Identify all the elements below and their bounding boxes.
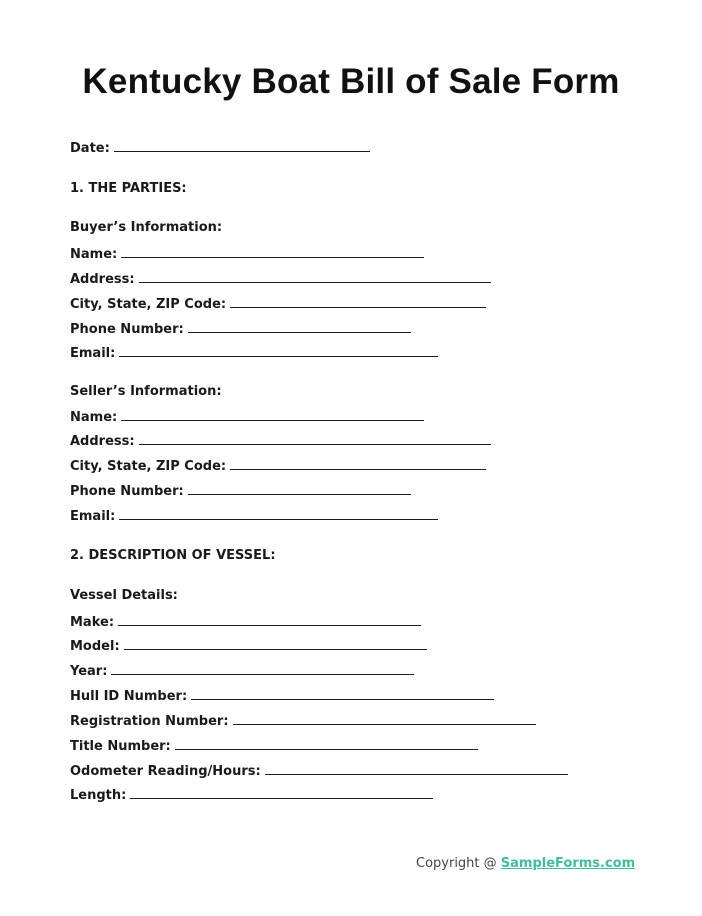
vessel-model-label: Model: <box>70 639 120 654</box>
seller-email-field[interactable] <box>119 507 438 520</box>
buyer-name-label: Name: <box>70 247 118 262</box>
buyer-name-field[interactable] <box>121 245 424 258</box>
vessel-model-field[interactable] <box>124 637 427 650</box>
buyer-email-row <box>70 344 438 362</box>
vessel-model-row <box>70 637 427 655</box>
seller-city-label: City, State, ZIP Code: <box>70 459 227 474</box>
vessel-hull-row <box>70 687 494 705</box>
vessel-year-field[interactable] <box>111 662 414 675</box>
vessel-odometer-label: Odometer Reading/Hours: <box>70 764 261 779</box>
buyer-phone-label: Phone Number: <box>70 322 184 337</box>
vessel-odometer-row <box>70 762 568 780</box>
vessel-odometer-field[interactable] <box>265 762 568 775</box>
vessel-registration-field[interactable] <box>233 712 536 725</box>
buyer-heading: Buyer’s Information: <box>70 220 223 235</box>
copyright-footer <box>416 856 635 871</box>
vessel-make-label: Make: <box>70 615 115 630</box>
seller-email-row <box>70 507 438 525</box>
buyer-email-label: Email: <box>70 346 116 361</box>
brand-link[interactable]: SampleForms.com <box>500 856 636 871</box>
buyer-address-field[interactable] <box>139 270 491 283</box>
vessel-make-field[interactable] <box>118 613 421 626</box>
vessel-title-number-label: Title Number: <box>70 739 171 754</box>
vessel-year-row <box>70 662 414 680</box>
seller-city-field[interactable] <box>230 457 486 470</box>
vessel-length-row <box>70 786 433 804</box>
seller-name-label: Name: <box>70 410 118 425</box>
buyer-name-row <box>70 245 424 263</box>
vessel-heading: Vessel Details: <box>70 588 178 603</box>
vessel-hull-label: Hull ID Number: <box>70 689 188 704</box>
buyer-phone-row <box>70 320 411 338</box>
vessel-year-label: Year: <box>70 664 108 679</box>
seller-address-field[interactable] <box>139 432 491 445</box>
seller-address-label: Address: <box>70 434 135 449</box>
vessel-title-number-row <box>70 737 478 755</box>
date-field[interactable] <box>114 139 370 152</box>
vessel-make-row <box>70 613 421 631</box>
buyer-city-label: City, State, ZIP Code: <box>70 297 227 312</box>
seller-city-row <box>70 457 486 475</box>
page-title: Kentucky Boat Bill of Sale Form <box>82 62 620 101</box>
vessel-length-field[interactable] <box>130 786 433 799</box>
seller-phone-row <box>70 482 411 500</box>
buyer-address-row <box>70 270 491 288</box>
seller-phone-label: Phone Number: <box>70 484 184 499</box>
seller-address-row <box>70 432 491 450</box>
vessel-registration-row <box>70 712 536 730</box>
vessel-title-number-field[interactable] <box>175 737 478 750</box>
buyer-city-field[interactable] <box>230 295 486 308</box>
copyright-text: Copyright @ <box>416 856 501 871</box>
seller-name-field[interactable] <box>121 408 424 421</box>
section-parties-heading: 1. THE PARTIES: <box>70 181 187 196</box>
buyer-phone-field[interactable] <box>188 320 411 333</box>
section-vessel-heading: 2. DESCRIPTION OF VESSEL: <box>70 548 276 563</box>
buyer-address-label: Address: <box>70 272 135 287</box>
seller-name-row <box>70 408 424 426</box>
seller-phone-field[interactable] <box>188 482 411 495</box>
date-row <box>70 139 370 157</box>
seller-email-label: Email: <box>70 509 116 524</box>
vessel-registration-label: Registration Number: <box>70 714 229 729</box>
date-label: Date: <box>70 141 110 156</box>
seller-heading: Seller’s Information: <box>70 384 222 399</box>
buyer-city-row <box>70 295 486 313</box>
buyer-email-field[interactable] <box>119 344 438 357</box>
vessel-hull-field[interactable] <box>191 687 494 700</box>
vessel-length-label: Length: <box>70 788 127 803</box>
